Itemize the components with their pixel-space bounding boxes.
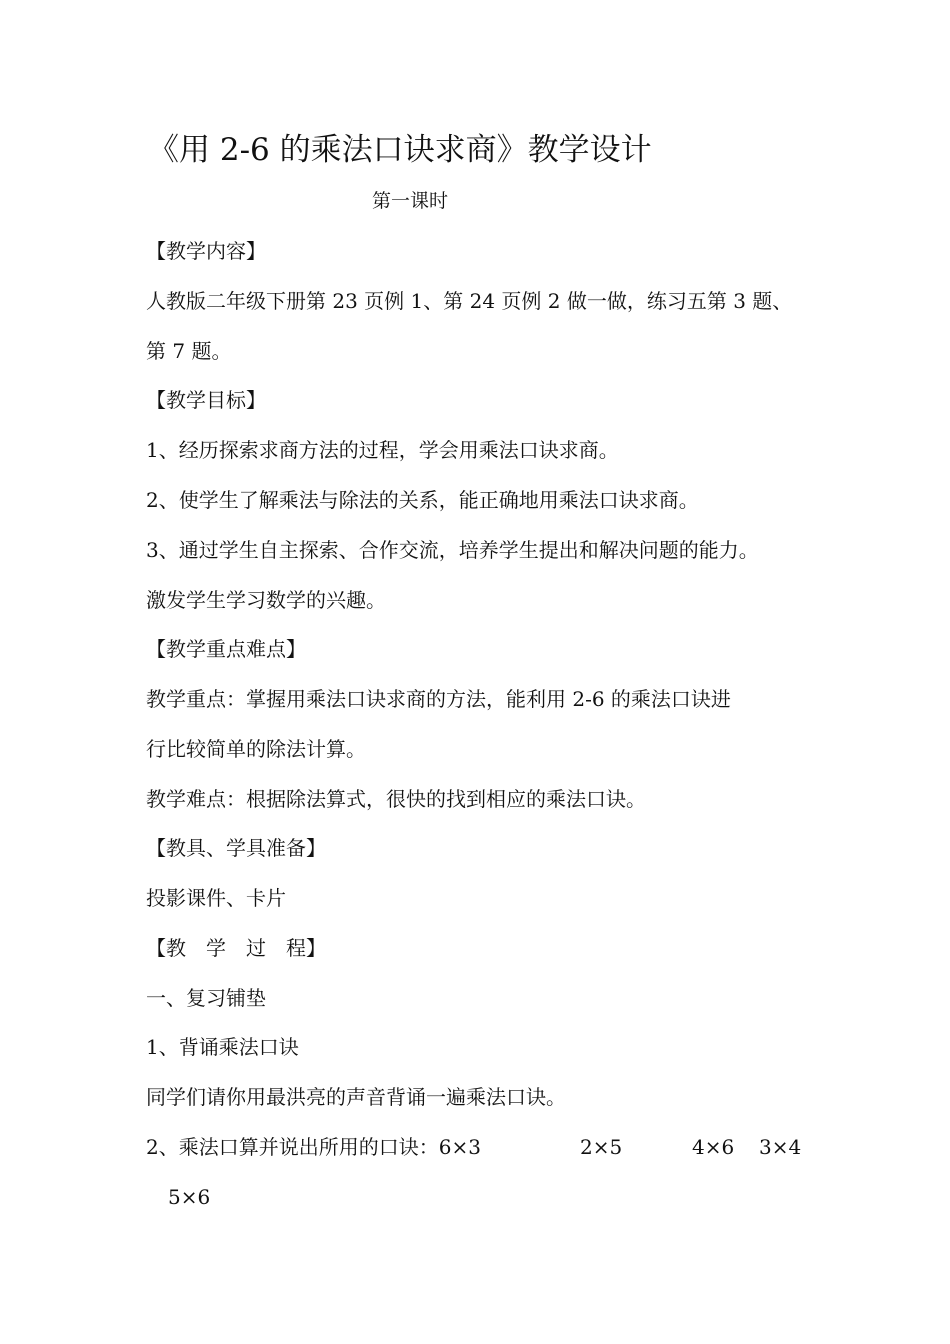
document-title: 《用 2-6 的乘法口诀求商》教学设计: [148, 132, 652, 168]
goal-3-line-2: 激发学生学习数学的兴趣。: [146, 588, 386, 612]
section-heading-content: 【教学内容】: [146, 239, 266, 263]
goal-3-line-1: 3、通过学生自主探索、合作交流，培养学生提出和解决问题的能力。: [146, 538, 759, 562]
process-step-2: 2、乘法口算并说出所用的口诀：6×3: [146, 1135, 481, 1159]
exercise-expression-4: 3×4: [759, 1135, 802, 1159]
exercise-expression-3: 4×6: [692, 1135, 735, 1159]
process-step-1: 1、背诵乘法口诀: [146, 1035, 299, 1059]
exercise-expression-5: 5×6: [168, 1185, 211, 1209]
key-point-line-1: 教学重点：掌握用乘法口诀求商的方法，能利用 2-6 的乘法口诀进: [146, 687, 731, 711]
goal-2: 2、使学生了解乘法与除法的关系，能正确地用乘法口诀求商。: [146, 488, 699, 512]
goal-1: 1、经历探索求商方法的过程，学会用乘法口诀求商。: [146, 438, 619, 462]
exercise-expression-2: 2×5: [580, 1135, 623, 1159]
difficulty-point: 教学难点：根据除法算式，很快的找到相应的乘法口诀。: [146, 787, 646, 811]
section-heading-key-points: 【教学重点难点】: [146, 637, 306, 661]
tools-list: 投影课件、卡片: [146, 886, 286, 910]
content-line-2: 第 7 题。: [146, 339, 232, 363]
document-subtitle: 第一课时: [372, 190, 449, 212]
section-heading-tools: 【教具、学具准备】: [146, 836, 326, 860]
section-heading-process: 【教 学 过 程】: [146, 936, 326, 960]
key-point-line-2: 行比较简单的除法计算。: [146, 737, 366, 761]
process-part-1: 一、复习铺垫: [146, 986, 266, 1010]
content-line-1: 人教版二年级下册第 23 页例 1、第 24 页例 2 做一做，练习五第 3 题、: [146, 289, 793, 313]
process-step-1-description: 同学们请你用最洪亮的声音背诵一遍乘法口诀。: [146, 1085, 566, 1109]
section-heading-goals: 【教学目标】: [146, 388, 266, 412]
